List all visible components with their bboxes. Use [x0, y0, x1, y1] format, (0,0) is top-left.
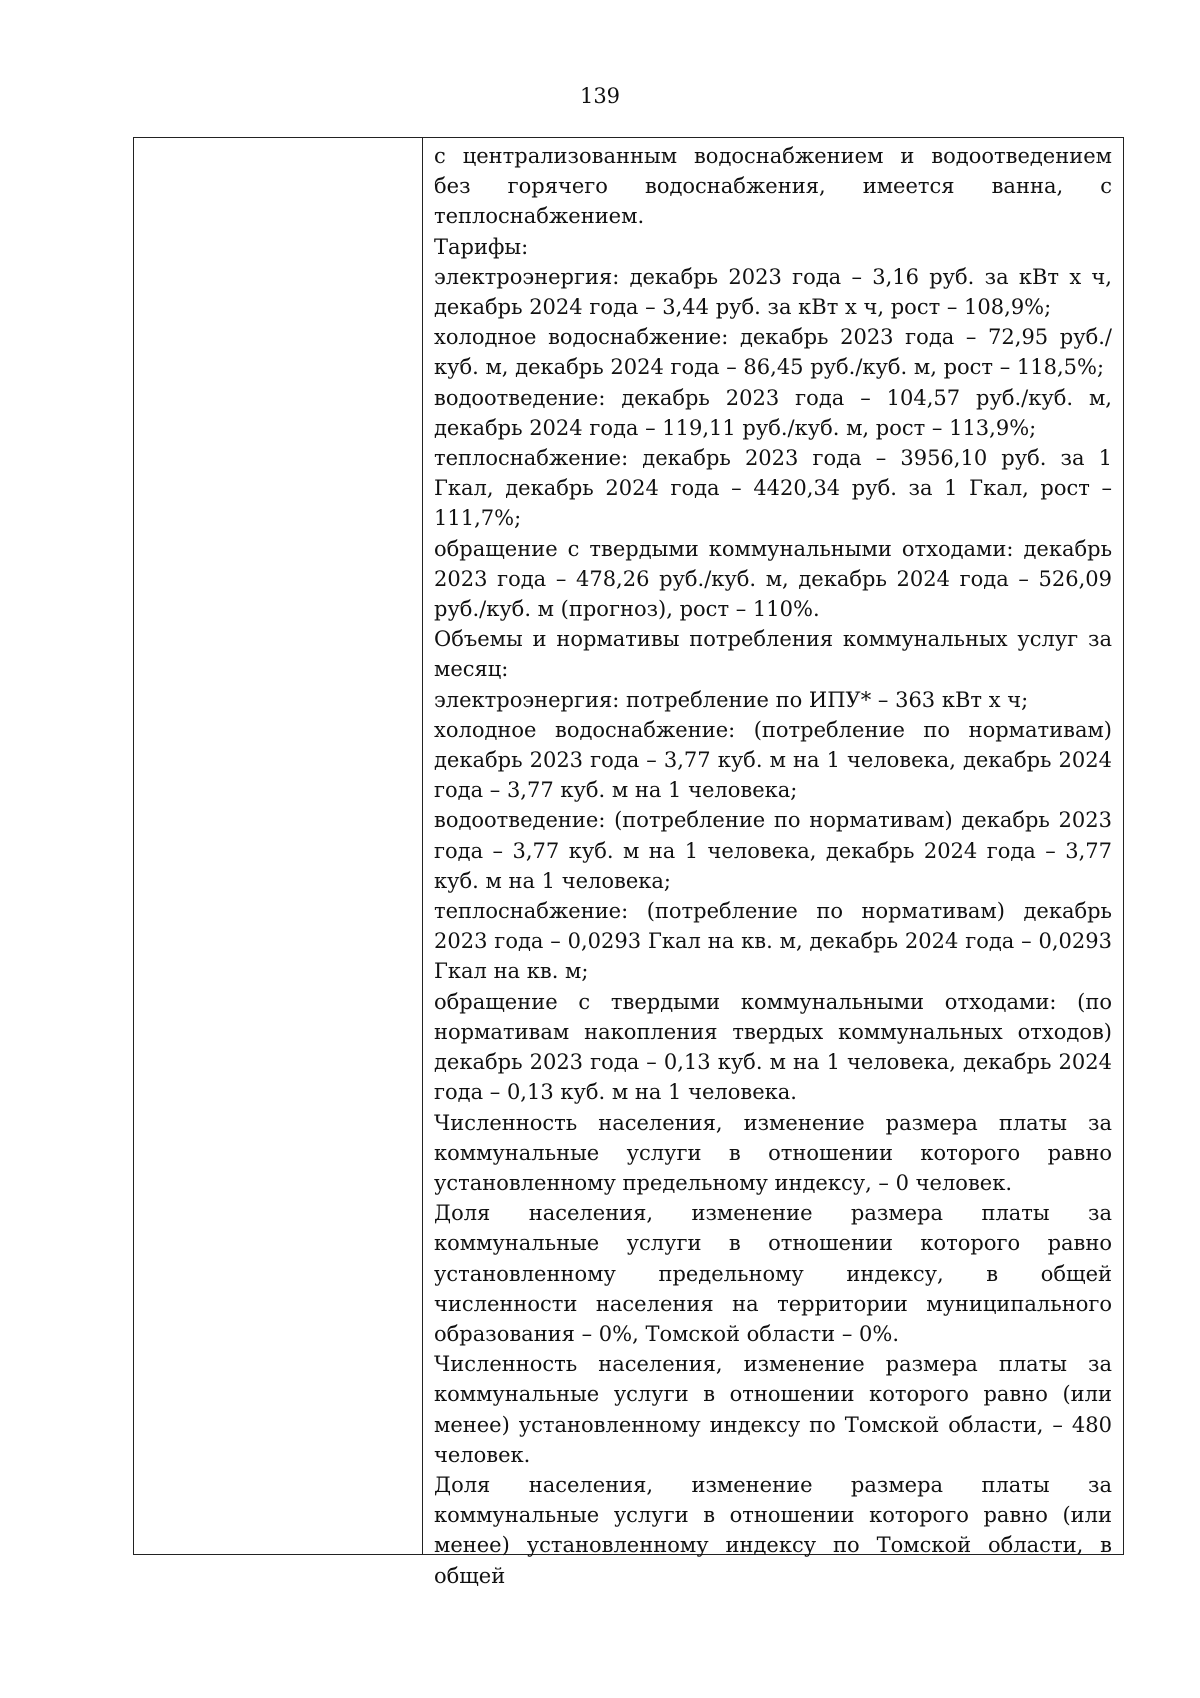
paragraph-volume-electricity: электроэнергия: потребление по ИПУ* – 363 кВт х ч;	[434, 687, 1029, 712]
paragraph-intro: с централизованным водоснабжением и водоотведением без горячего водоснабжения, имеется ванна, с теплоснабжением.	[434, 144, 1112, 229]
paragraph-volume-cold-water: холодное водоснабжение: (потребление по нормативам) декабрь 2023 года – 3,77 куб. м на 1 человека, декабрь 2024 года – 3,77 куб. м на 1 человека;	[434, 717, 1112, 803]
tariff-table	[133, 137, 1124, 1588]
paragraph-volume-wastewater: водоотведение: (потребление по нормативам) декабрь 2023 года – 3,77 куб. м на 1 человека, декабрь 2024 года – 3,77 куб. м на 1 человека;	[434, 808, 1112, 893]
table-right-cell	[423, 138, 1123, 1588]
paragraph-volume-solid-waste: обращение с твердыми коммунальными отходами: (по нормативам накопления твердых коммунальных отходов) декабрь 2023 года – 0,13 куб. м на 1 человека, декабрь 2024 года – 0,13 куб. м на 1 человека.	[434, 989, 1112, 1105]
paragraph-tariff-electricity: электроэнергия: декабрь 2023 года – 3,16 руб. за кВт х ч, декабрь 2024 года – 3,44 руб. за кВт х ч, рост – 108,9%;	[434, 264, 1112, 320]
page-number: 139	[579, 84, 621, 108]
paragraph-volumes-heading: Объемы и нормативы потребления коммунальных услуг за месяц:	[434, 627, 1112, 682]
paragraph-tariff-solid-waste: обращение с твердыми коммунальными отходами: декабрь 2023 года – 478,26 руб./куб. м, декабрь 2024 года – 526,09 руб./куб. м (прогноз), рост – 110%.	[434, 536, 1112, 622]
paragraph-share-regional-index: Доля населения, изменение размера платы за коммунальные услуги в отношении которого равно (или менее) установленному индексу по Томской области, в общей	[434, 1472, 1112, 1588]
paragraph-population-limit-index: Численность населения, изменение размера платы за коммунальные услуги в отношении которого равно установленному предельному индексу, – 0 человек.	[434, 1110, 1112, 1195]
paragraph-population-regional-index: Численность населения, изменение размера платы за коммунальные услуги в отношении которого равно (или менее) установленному индексу по Томской области, – 480 человек.	[434, 1352, 1112, 1467]
paragraph-tariff-cold-water: холодное водоснабжение: декабрь 2023 года – 72,95 руб./куб. м, декабрь 2024 года – 86,45 руб./куб. м, рост – 118,5%;	[434, 325, 1112, 380]
paragraph-tariffs-heading: Тарифы:	[434, 234, 529, 259]
paragraph-share-limit-index: Доля населения, изменение размера платы за коммунальные услуги в отношении которого равно установленному предельному индексу, в общей численности населения на территории муниципального образования – 0%, Томской области – 0%.	[434, 1201, 1112, 1346]
paragraph-tariff-wastewater: водоотведение: декабрь 2023 года – 104,57 руб./куб. м, декабрь 2024 года – 119,11 руб./куб. м, рост – 113,9%;	[434, 385, 1112, 440]
paragraph-tariff-heating: теплоснабжение: декабрь 2023 года – 3956,10 руб. за 1 Гкал, декабрь 2024 года – 4420,34 руб. за 1 Гкал, рост – 111,7%;	[434, 446, 1112, 531]
paragraph-volume-heating: теплоснабжение: (потребление по нормативам) декабрь 2023 года – 0,0293 Гкал на кв. м, декабрь 2024 года – 0,0293 Гкал на кв. м;	[434, 899, 1112, 984]
table-left-cell	[134, 138, 423, 1554]
